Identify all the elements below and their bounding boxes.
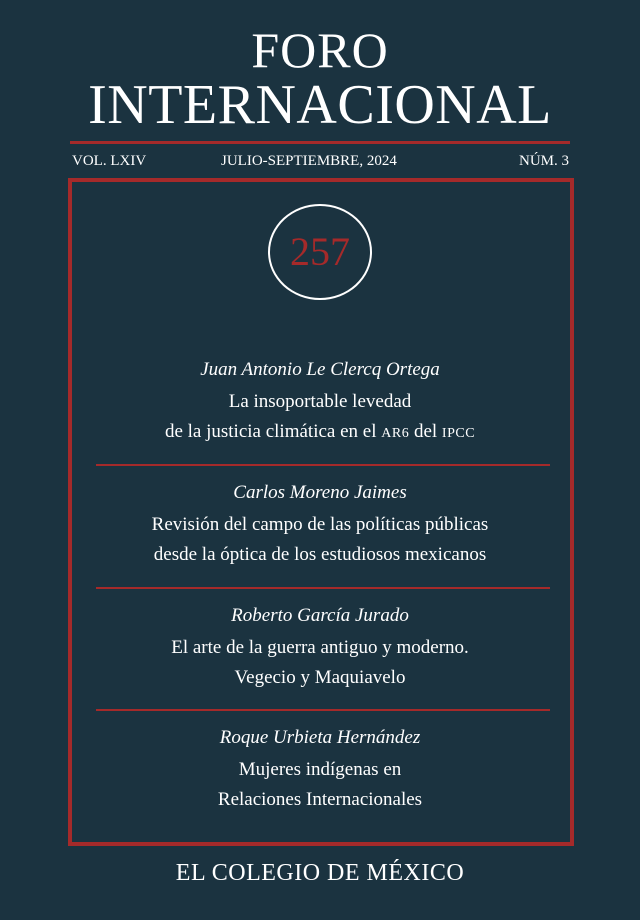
journal-title-line2: INTERNACIONAL <box>88 74 552 136</box>
article-divider <box>96 464 550 466</box>
title-line: desde la óptica de los estudiosos mexicanos <box>153 544 487 565</box>
article-divider <box>96 587 550 589</box>
article-1 <box>74 357 566 449</box>
issue-badge <box>268 204 372 300</box>
title-line: Relaciones Internacionales <box>217 789 423 810</box>
journal-title-line1: FORO <box>251 22 389 78</box>
ipcc-abbr: IPCC <box>441 426 476 441</box>
article-author: Juan Antonio Le Clercq Ortega <box>200 359 440 380</box>
issue-number: 257 <box>290 229 350 274</box>
title-line: La insoportable levedad <box>228 391 412 412</box>
article-title <box>74 510 566 570</box>
title-line: de la justicia climática en el <box>164 421 382 442</box>
article-title <box>74 755 566 815</box>
article-title <box>74 633 566 693</box>
title-line: Mujeres indígenas en <box>238 759 402 780</box>
volume-label: VOL. LXIV <box>72 153 147 169</box>
article-divider <box>96 709 550 711</box>
ar6-abbr: AR6 <box>381 426 410 441</box>
title-line: del <box>409 421 442 442</box>
number-label: NÚM. 3 <box>518 153 569 169</box>
title-line: Revisión del campo de las políticas públicas <box>151 514 489 535</box>
article-author: Roque Urbieta Hernández <box>219 727 421 748</box>
article-author: Roberto García Jurado <box>231 605 409 626</box>
title-line: El arte de la guerra antiguo y moderno. <box>171 637 469 658</box>
article-title <box>74 387 566 449</box>
article-4 <box>74 725 566 815</box>
title-rule <box>70 141 570 144</box>
period-label: JULIO-SEPTIEMBRE, 2024 <box>221 153 397 169</box>
title-line: Vegecio y Maquiavelo <box>234 667 406 688</box>
article-author: Carlos Moreno Jaimes <box>233 482 407 503</box>
article-3 <box>74 603 566 693</box>
publisher-name: EL COLEGIO DE MÉXICO <box>175 860 465 886</box>
article-2 <box>74 480 566 570</box>
